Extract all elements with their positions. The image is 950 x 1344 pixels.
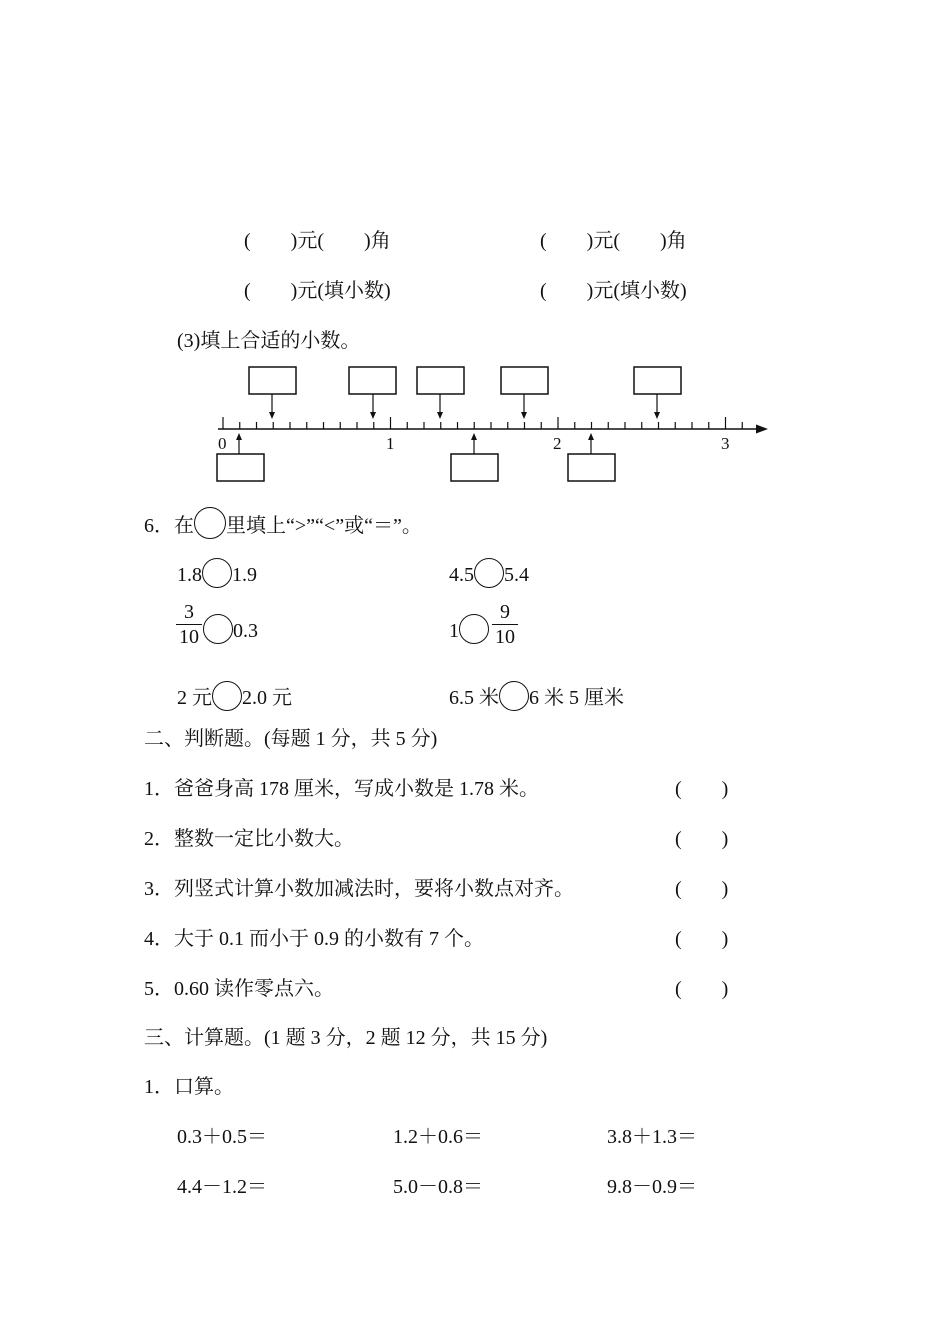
judge-blank-2[interactable]: ( ) (675, 828, 729, 850)
compare-circle-4[interactable] (459, 614, 489, 644)
calc-problem-2[interactable]: 1.2＋0.6＝ (393, 1126, 483, 1148)
money-row1-left[interactable]: ( )元( )角 (244, 230, 391, 252)
q5-3-label: (3)填上合适的小数。 (177, 330, 361, 352)
arrowhead-icon (756, 425, 768, 434)
judge-item-4: 4．大于 0.1 而小于 0.9 的小数有 7 个。 (144, 928, 484, 950)
fraction-numerator: 9 (500, 601, 510, 623)
judge-item-1: 1．爸爸身高 178 厘米，写成小数是 1.78 米。 (144, 778, 539, 800)
section3-sub1: 1．口算。 (144, 1076, 234, 1098)
answer-box-top-5[interactable] (634, 367, 681, 394)
answer-box-bottom-2[interactable] (451, 454, 498, 481)
judge-item-3: 3．列竖式计算小数加减法时，要将小数点对齐。 (144, 878, 574, 900)
compare-circle-6[interactable] (499, 681, 529, 711)
q6-item-5-right: 2.0 元 (242, 687, 292, 709)
compare-circle-icon (194, 507, 226, 539)
answer-box-top-2[interactable] (349, 367, 396, 394)
calc-problem-4[interactable]: 4.4－1.2＝ (177, 1176, 267, 1198)
q6-item-5-left: 2 元 (177, 687, 212, 709)
answer-box-top-4[interactable] (501, 367, 548, 394)
arrow-down-icon (521, 412, 527, 419)
money-row2-right[interactable]: ( )元(填小数) (540, 280, 687, 302)
q6-item-2 (449, 558, 529, 588)
tick-label-1: 1 (386, 434, 395, 453)
calc-problem-5[interactable]: 5.0－0.8＝ (393, 1176, 483, 1198)
judge-blank-3[interactable]: ( ) (675, 878, 729, 900)
compare-circle-5[interactable] (212, 681, 242, 711)
judge-item-2: 2．整数一定比小数大。 (144, 828, 354, 850)
calc-problem-1[interactable]: 0.3＋0.5＝ (177, 1126, 267, 1148)
judge-blank-1[interactable]: ( ) (675, 778, 729, 800)
arrow-up-icon (236, 433, 242, 440)
compare-circle-3[interactable] (203, 614, 233, 644)
q6-item-3 (203, 614, 258, 644)
fraction-numerator: 3 (184, 601, 194, 623)
fraction-denominator: 10 (495, 626, 515, 648)
q6-item-2-left: 4.5 (449, 564, 474, 586)
q6-item-3-right: 0.3 (233, 620, 258, 642)
q6-item-4-whole: 1 (449, 620, 459, 642)
q6-item-2-right: 5.4 (504, 564, 529, 586)
arrow-down-icon (269, 412, 275, 419)
section3-title: 三、计算题。(1 题 3 分，2 题 12 分，共 15 分) (144, 1027, 548, 1049)
arrow-down-icon (654, 412, 660, 419)
arrow-up-icon (471, 433, 477, 440)
section2-title: 二、判断题。(每题 1 分，共 5 分) (144, 728, 438, 750)
q6-item-6-right: 6 米 5 厘米 (529, 687, 624, 709)
calc-problem-6[interactable]: 9.8－0.9＝ (607, 1176, 697, 1198)
tick-label-0: 0 (218, 434, 227, 453)
calc-problem-3[interactable]: 3.8＋1.3＝ (607, 1126, 697, 1148)
answer-box-bottom-3[interactable] (568, 454, 615, 481)
tick-label-3: 3 (721, 434, 730, 453)
compare-circle-1[interactable] (202, 558, 232, 588)
judge-blank-4[interactable]: ( ) (675, 928, 729, 950)
arrow-up-icon (588, 433, 594, 440)
q6-prefix: 在 (174, 515, 194, 537)
q6-header (144, 507, 422, 539)
fraction-bar (492, 624, 518, 625)
money-row2-left[interactable]: ( )元(填小数) (244, 280, 391, 302)
arrow-down-icon (437, 412, 443, 419)
q6-item-3-fraction (176, 601, 202, 648)
fraction-bar (176, 624, 202, 625)
q6-suffix: 里填上“>”“<”或“＝”。 (226, 515, 422, 537)
tick-label-2: 2 (553, 434, 562, 453)
money-row1-right[interactable]: ( )元( )角 (540, 230, 687, 252)
judge-item-5: 5．0.60 读作零点六。 (144, 978, 334, 1000)
q6-item-1-right: 1.9 (232, 564, 257, 586)
q6-item-4 (449, 614, 489, 644)
judge-blank-5[interactable]: ( ) (675, 978, 729, 1000)
q6-item-5 (177, 681, 292, 711)
answer-box-top-1[interactable] (249, 367, 296, 394)
answer-box-bottom-1[interactable] (217, 454, 264, 481)
q6-number: 6． (144, 515, 174, 537)
answer-box-top-3[interactable] (417, 367, 464, 394)
q6-item-1 (177, 558, 257, 588)
arrow-down-icon (370, 412, 376, 419)
compare-circle-2[interactable] (474, 558, 504, 588)
q6-item-4-fraction (492, 601, 518, 648)
q6-item-6-left: 6.5 米 (449, 687, 499, 709)
q6-item-1-left: 1.8 (177, 564, 202, 586)
fraction-denominator: 10 (179, 626, 199, 648)
q6-item-6 (449, 681, 624, 711)
